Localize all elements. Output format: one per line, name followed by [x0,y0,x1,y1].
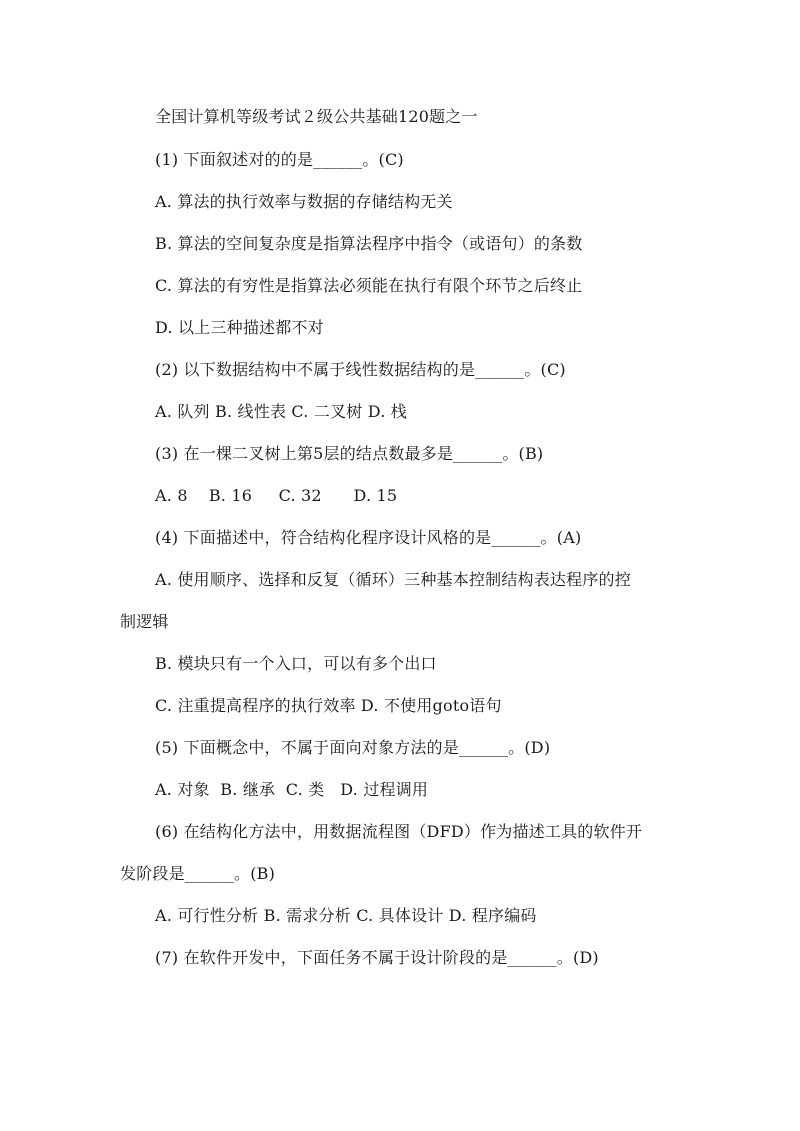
question-6: (6) 在结构化方法中，用数据流程图（DFD）作为描述工具的软件开 [155,822,643,841]
q4-options-cd: C. 注重提高程序的执行效率 D. 不使用goto语句 [155,696,502,715]
document-title: 全国计算机等级考试２级公共基础120题之一 [155,107,478,126]
q2-options: A. 队列 B. 线性表 C. 二叉树 D. 栈 [155,402,407,421]
q5-options: A. 对象 B. 继承 C. 类 D. 过程调用 [155,780,429,799]
q4-option-a: A. 使用顺序、选择和反复（循环）三种基本控制结构表达程序的控 [155,570,631,589]
question-7: (7) 在软件开发中，下面任务不属于设计阶段的是______。(D) [155,948,599,967]
question-6-continued: 发阶段是______。(B) [120,864,276,883]
q1-option-a: A. 算法的执行效率与数据的存储结构无关 [155,192,453,211]
q4-option-a-continued: 制逻辑 [120,612,169,631]
q4-option-b: B. 模块只有一个入口，可以有多个出口 [155,654,437,673]
question-2: (2) 以下数据结构中不属于线性数据结构的是______。(C) [155,360,566,379]
question-4: (4) 下面描述中，符合结构化程序设计风格的是______。(A) [155,528,582,547]
q3-options: A. 8 B. 16 C. 32 D. 15 [155,486,398,505]
q1-option-c: C. 算法的有穷性是指算法必须能在执行有限个环节之后终止 [155,276,583,295]
q1-option-d: D. 以上三种描述都不对 [155,318,324,337]
question-1: (1) 下面叙述对的的是______。(C) [155,150,404,169]
question-3: (3) 在一棵二叉树上第5层的结点数最多是______。(B) [155,444,544,463]
q6-options: A. 可行性分析 B. 需求分析 C. 具体设计 D. 程序编码 [155,906,537,925]
q1-option-b: B. 算法的空间复杂度是指算法程序中指令（或语句）的条数 [155,234,583,253]
question-5: (5) 下面概念中，不属于面向对象方法的是______。(D) [155,738,551,757]
